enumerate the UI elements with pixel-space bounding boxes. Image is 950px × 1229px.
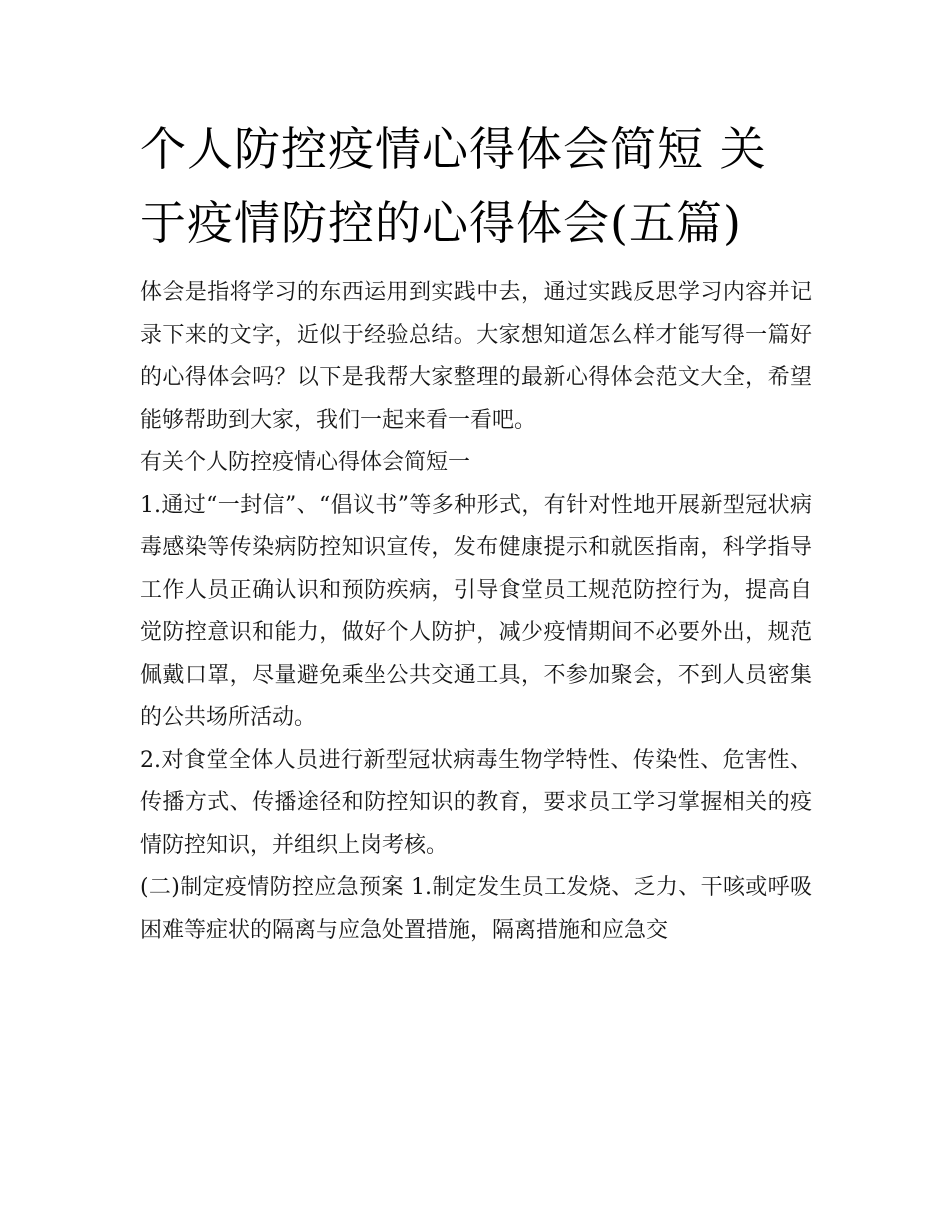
section-heading: 有关个人防控疫情心得体会简短一 <box>140 450 471 475</box>
document-body <box>140 112 812 952</box>
body-paragraph-1: 1.通过“一封信”、“倡议书”等多种形式，有针对性地开展新型冠状病毒感染等传染病防控知识宣传，发布健康提示和就医指南，科学指导工作人员正确认识和预防疾病，引导食堂员工规范防控行为，提高自觉防控意识和能力，做好个人防护，减少疫情期间不必要外出，规范佩戴口罩，尽量避免乘坐公共交通工具，不参加聚会，不到人员密集的公共场所活动。 <box>140 492 812 730</box>
body-paragraph-3: (二)制定疫情防控应急预案 1.制定发生员工发烧、乏力、干咳或呼吸困难等症状的隔离与应急处置措施，隔离措施和应急交 <box>140 875 812 943</box>
body-paragraph-2: 2.对食堂全体人员进行新型冠状病毒生物学特性、传染性、危害性、传播方式、传播途径和防控知识的教育，要求员工学习掌握相关的疫情防控知识，并组织上岗考核。 <box>140 747 812 858</box>
intro-paragraph: 体会是指将学习的东西运用到实践中去，通过实践反思学习内容并记录下来的文字，近似于经验总结。大家想知道怎么样才能写得一篇好的心得体会吗？以下是我帮大家整理的最新心得体会范文大全，希望能够帮助到大家，我们一起来看一看吧。 <box>140 280 812 433</box>
document-title: 个人防控疫情心得体会简短 关于疫情防控的心得体会(五篇) <box>140 122 767 250</box>
